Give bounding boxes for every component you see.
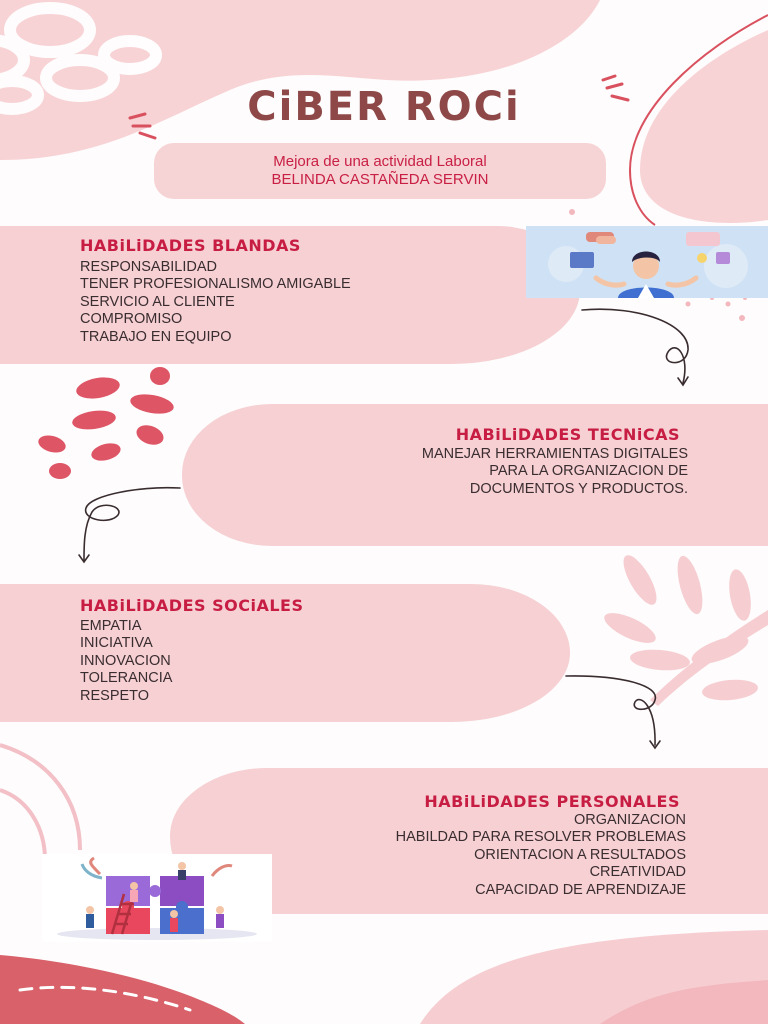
list-item: INNOVACION xyxy=(80,652,171,669)
list-item: COMPROMISO xyxy=(80,311,183,328)
list-item: RESPONSABILIDAD xyxy=(80,259,217,275)
list-item: EMPATIA xyxy=(80,618,142,634)
list-item: CREATIVIDAD xyxy=(589,864,686,881)
list-item: SERVICIO AL CLIENTE xyxy=(80,293,235,310)
subtitle-line-2: BELINDA CASTAÑEDA SERVIN xyxy=(271,171,489,188)
list-item: RESPETO xyxy=(80,687,150,704)
blandas-list xyxy=(80,259,351,346)
puzzle-team-illustration xyxy=(42,854,272,942)
subtitle-line-1: Mejora de una actividad Laboral xyxy=(273,153,487,170)
section-heading-personales: HABiLiDADES PERSONALES xyxy=(424,792,680,811)
list-item: TENER PROFESIONALISMO AMIGABLE xyxy=(80,276,351,293)
tecnicas-list xyxy=(422,446,688,498)
sociales-list xyxy=(80,618,172,705)
section-heading-blandas: HABiLiDADES BLANDAS xyxy=(80,236,301,255)
handshake-illustration xyxy=(526,226,768,298)
list-item: HABILDAD PARA RESOLVER PROBLEMAS xyxy=(395,829,686,846)
list-item: INICIATIVA xyxy=(80,635,153,652)
list-item: MANEJAR HERRAMIENTAS DIGITALES xyxy=(421,446,688,462)
list-item: PARA LA ORGANIZACION DE xyxy=(489,463,688,480)
section-heading-sociales: HABiLiDADES SOCiALES xyxy=(80,596,304,615)
list-item: TOLERANCIA xyxy=(80,670,173,687)
section-heading-tecnicas: HABiLiDADES TECNiCAS xyxy=(455,425,680,444)
curved-arrow-icon xyxy=(582,309,688,383)
curved-arrow-icon xyxy=(566,676,655,745)
list-item: TRABAJO EN EQUIPO xyxy=(80,328,232,345)
list-item: DOCUMENTOS Y PRODUCTOS. xyxy=(469,480,688,497)
curved-arrow-icon xyxy=(84,488,180,560)
list-item: ORGANIZACION xyxy=(574,812,686,828)
list-item: CAPACIDAD DE APRENDIZAJE xyxy=(475,881,686,898)
list-item: ORIENTACION A RESULTADOS xyxy=(474,846,686,863)
personales-list xyxy=(396,812,686,899)
page-title: CiBER ROCi xyxy=(247,84,521,130)
